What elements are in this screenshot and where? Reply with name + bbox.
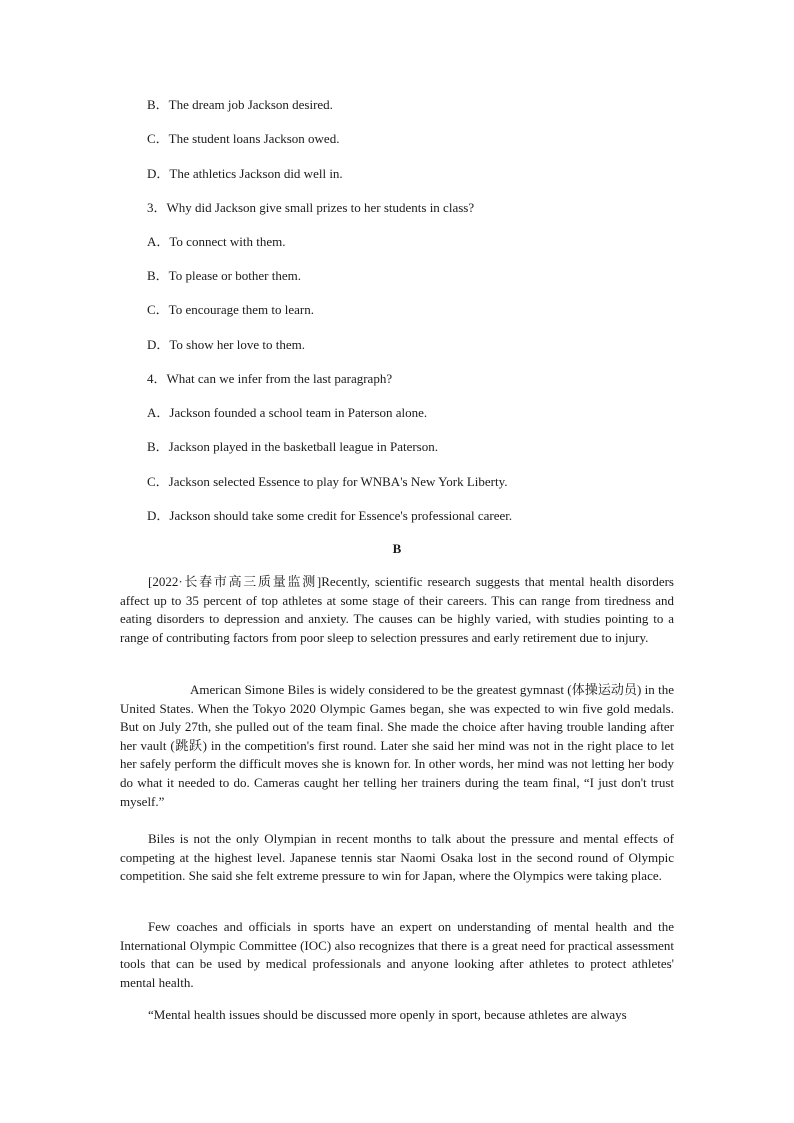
option-q4-d: D．Jackson should take some credit for Essence's professional career. <box>147 508 513 523</box>
question-4: 4．What can we infer from the last paragraph? <box>147 371 393 386</box>
option-q3-d: D．To show her love to them. <box>147 337 305 352</box>
paragraph-5: “Mental health issues should be discussed more openly in sport, because athletes are always <box>148 1007 627 1022</box>
section-heading: B <box>392 541 402 556</box>
question-3: 3．Why did Jackson give small prizes to her students in class? <box>147 200 475 215</box>
option-q3-b: B．To please or bother them. <box>147 268 301 283</box>
option-q3-c: C．To encourage them to learn. <box>147 302 314 317</box>
option-q2-d: D．The athletics Jackson did well in. <box>147 166 343 181</box>
option-q4-c: C．Jackson selected Essence to play for WNBA's New York Liberty. <box>147 474 508 489</box>
paragraph-2: American Simone Biles is widely considered to be the greatest gymnast (体操运动员) in the United States. When the Tokyo 2020 Olympic Games began, she was expected to win five gold medals. But on July 27th, she pulled out of the team final. She made the choice after having trouble landing after her vault (跳跃) in the competition's first round. Later she said her mind was not in the right place to let her safely perform the difficult moves she is known for. In other words, her mind was not letting her body do what it needed to do. Cameras caught her telling her trainers during the team final, “I just don't trust myself.” <box>120 682 674 809</box>
option-q2-b: B．The dream job Jackson desired. <box>147 97 333 112</box>
option-q4-b: B．Jackson played in the basketball league in Paterson. <box>147 439 438 454</box>
paragraph-1: [2022·长春市高三质量监测]Recently, scientific research suggests that mental health disorders affect up to 35 percent of top athletes at some stage of their careers. This can range from tiredness and eating disorders to depression and anxiety. The causes can be highly varied, with studies pointing to a range of contributing factors from poor sleep to selection pressures and early retirement due to injury. <box>120 574 674 645</box>
option-q2-c: C．The student loans Jackson owed. <box>147 131 340 146</box>
paragraph-4: Few coaches and officials in sports have an expert on understanding of mental health and the International Olympic Committee (IOC) also recognizes that there is a great need for practical assessment tools that can be used by medical professionals and anyone looking after athletes to protect athletes' mental health. <box>120 919 674 990</box>
paragraph-3: Biles is not the only Olympian in recent months to talk about the pressure and mental effects of competing at the highest level. Japanese tennis star Naomi Osaka lost in the second round of Olympic competition. She said she felt extreme pressure to win for Japan, where the Olympics were taking place. <box>120 831 674 884</box>
option-q4-a: A．Jackson founded a school team in Paterson alone. <box>147 405 428 420</box>
option-q3-a: A．To connect with them. <box>147 234 286 249</box>
